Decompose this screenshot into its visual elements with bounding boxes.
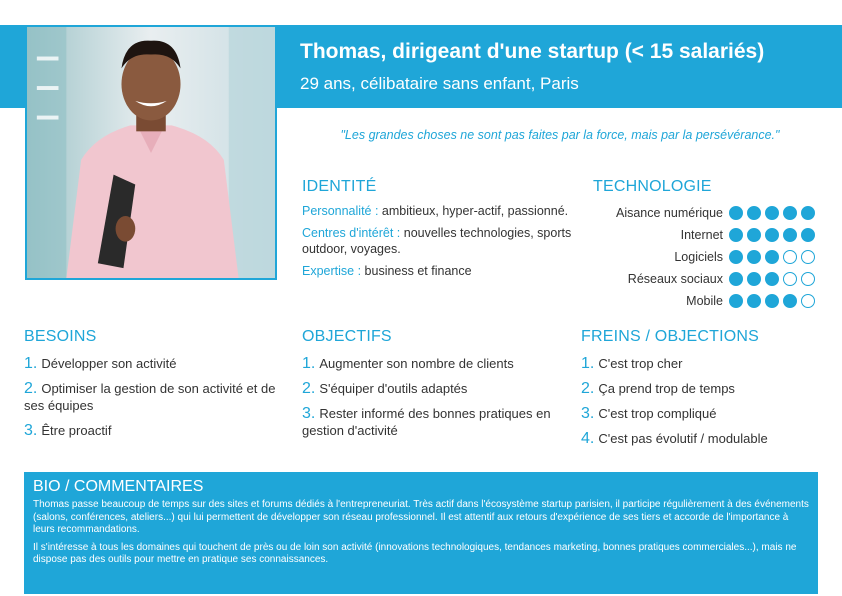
rating-dot-filled <box>747 272 761 286</box>
rating-dot-filled <box>765 272 779 286</box>
item-number: 2. <box>24 380 38 397</box>
objectifs-item <box>302 355 557 372</box>
freins-item <box>581 380 836 397</box>
item-text: Être proactif <box>41 423 112 438</box>
rating-dot-filled <box>729 228 743 242</box>
item-number: 3. <box>302 405 316 422</box>
freins-list <box>581 355 836 455</box>
freins-item <box>581 355 836 372</box>
identity-interests-key: Centres d'intérêt : <box>302 226 401 240</box>
bio-heading: BIO / COMMENTAIRES <box>33 478 204 495</box>
persona-photo <box>25 25 277 280</box>
persona-title: Thomas, dirigeant d'une startup (< 15 salariés) <box>300 40 765 63</box>
identity-interests-value: nouvelles technologies, sports outdoor, voyages. <box>302 226 572 256</box>
rating-dot-filled <box>765 250 779 264</box>
identity-personality-value: ambitieux, hyper-actif, passionné. <box>378 204 569 218</box>
item-text: C'est trop compliqué <box>598 406 717 421</box>
item-text: C'est trop cher <box>598 356 683 371</box>
identity-personality-key: Personnalité : <box>302 204 379 218</box>
besoins-heading: BESOINS <box>24 328 97 345</box>
identity-expertise <box>302 263 572 279</box>
tech-label: Aisance numérique <box>615 206 723 220</box>
bio-panel <box>24 472 818 594</box>
item-text: Ça prend trop de temps <box>598 381 735 396</box>
bio-paragraph: Il s'intéresse à tous les domaines qui touchent de près ou de loin son activité (innovations technologiques, tendances marketing, bonnes pratiques commerciales...), mais ne dispose pas des outils pour mettre en pratique ses connaissances. <box>33 541 797 565</box>
rating-dot-filled <box>747 250 761 264</box>
item-number: 1. <box>24 355 38 372</box>
tech-row <box>560 224 815 246</box>
identity-expertise-key: Expertise : <box>302 264 362 278</box>
rating-dot-empty <box>783 272 797 286</box>
rating-dot-filled <box>729 294 743 308</box>
freins-item <box>581 405 836 422</box>
rating-dot-empty <box>783 250 797 264</box>
rating-dot-filled <box>729 272 743 286</box>
objectifs-item <box>302 405 557 439</box>
item-number: 2. <box>302 380 316 397</box>
identity-personality <box>302 203 572 219</box>
item-text: Augmenter son nombre de clients <box>319 356 514 371</box>
persona-quote: "Les grandes choses ne sont pas faites par la force, mais par la persévérance." <box>340 128 780 142</box>
rating-dot-filled <box>765 206 779 220</box>
item-text: S'équiper d'outils adaptés <box>319 381 468 396</box>
rating-dots <box>729 250 815 264</box>
item-number: 2. <box>581 380 595 397</box>
item-text: Rester informé des bonnes pratiques en gestion d'activité <box>302 406 551 438</box>
bio-paragraph: Thomas passe beaucoup de temps sur des sites et forums dédiés à l'entrepreneuriat. Très actif dans l'écosystème startup parisien, il participe régulièrement à des événements (salons, conférences, ateliers...) qui lui permettent de développer son réseau professionnel. Il est attentif aux retours d'expérience de ses tiers et accorde de l'importance à leurs recommandations. <box>33 499 809 535</box>
tech-label: Mobile <box>686 294 723 308</box>
tech-label: Réseaux sociaux <box>627 272 723 286</box>
rating-dots <box>729 294 815 308</box>
identity-interests <box>302 225 572 257</box>
rating-dot-filled <box>783 206 797 220</box>
objectifs-heading: OBJECTIFS <box>302 328 392 345</box>
tech-row <box>560 202 815 224</box>
item-text: Optimiser la gestion de son activité et de ses équipes <box>24 381 276 413</box>
technology-heading: TECHNOLOGIE <box>593 178 712 195</box>
identity-expertise-value: business et finance <box>361 264 472 278</box>
besoins-item <box>24 355 279 372</box>
item-number: 3. <box>581 405 595 422</box>
rating-dot-empty <box>801 250 815 264</box>
tech-row <box>560 268 815 290</box>
rating-dot-filled <box>801 206 815 220</box>
rating-dot-filled <box>801 228 815 242</box>
besoins-item <box>24 380 279 414</box>
rating-dots <box>729 272 815 286</box>
freins-heading: FREINS / OBJECTIONS <box>581 328 760 345</box>
tech-row <box>560 290 815 312</box>
besoins-list <box>24 355 279 447</box>
tech-label: Internet <box>680 228 723 242</box>
rating-dot-filled <box>765 228 779 242</box>
item-number: 1. <box>581 355 595 372</box>
rating-dots <box>729 228 815 242</box>
objectifs-item <box>302 380 557 397</box>
item-text: C'est pas évolutif / modulable <box>598 431 768 446</box>
freins-item <box>581 430 836 447</box>
tech-label: Logiciels <box>674 250 723 264</box>
rating-dot-empty <box>801 272 815 286</box>
rating-dot-empty <box>801 294 815 308</box>
portrait-image <box>27 27 275 278</box>
rating-dot-filled <box>729 206 743 220</box>
persona-subtitle: 29 ans, célibataire sans enfant, Paris <box>300 74 579 93</box>
item-number: 4. <box>581 430 595 447</box>
rating-dot-filled <box>765 294 779 308</box>
rating-dots <box>729 206 815 220</box>
identity-section <box>302 203 572 285</box>
item-number: 1. <box>302 355 316 372</box>
objectifs-list <box>302 355 557 447</box>
rating-dot-filled <box>747 206 761 220</box>
tech-row <box>560 246 815 268</box>
technology-list <box>560 202 815 312</box>
item-text: Développer son activité <box>41 356 177 371</box>
identity-heading: IDENTITÉ <box>302 178 377 195</box>
rating-dot-filled <box>783 294 797 308</box>
rating-dot-filled <box>747 294 761 308</box>
rating-dot-filled <box>729 250 743 264</box>
rating-dot-filled <box>747 228 761 242</box>
besoins-item <box>24 422 279 439</box>
rating-dot-filled <box>783 228 797 242</box>
item-number: 3. <box>24 422 38 439</box>
